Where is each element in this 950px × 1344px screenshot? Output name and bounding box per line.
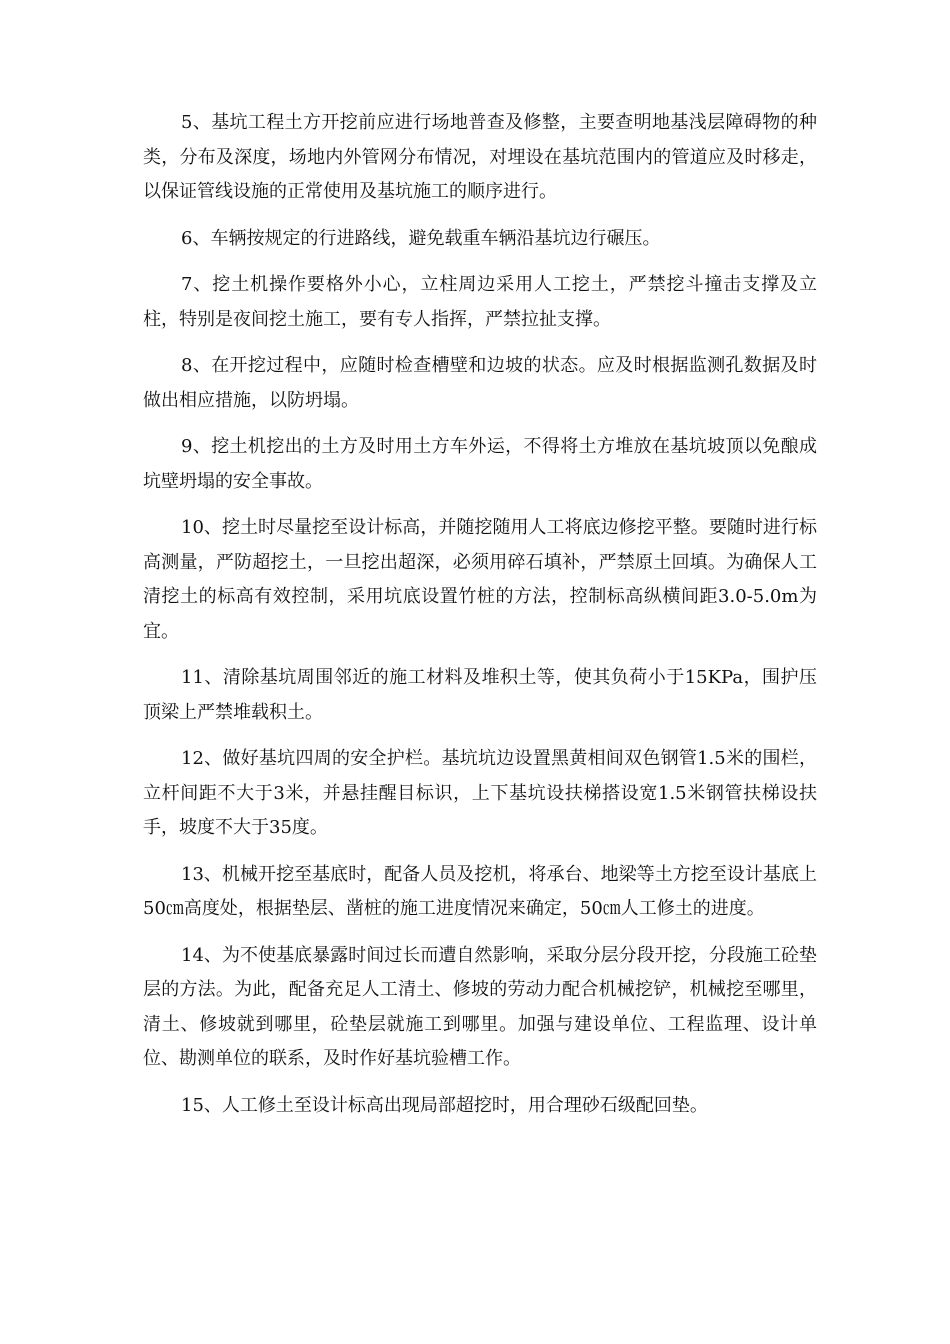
paragraph-14: 14、为不使基底暴露时间过长而遭自然影响，采取分层分段开挖，分段施工砼垫层的方法。为此，配备充足人工清土、修坡的劳动力配合机械挖铲，机械挖至哪里，清土、修坡就到哪里，砼垫层就施工到哪里。加强与建设单位、工程监理、设计单位、勘测单位的联系，及时作好基坑验槽工作。 (143, 944, 817, 1069)
document-body (143, 106, 817, 1135)
paragraph-13: 13、机械开挖至基底时，配备人员及挖机，将承台、地梁等土方挖至设计基底上50㎝高度处，根据垫层、凿桩的施工进度情况来确定，50㎝人工修土的进度。 (143, 863, 817, 919)
paragraph-8: 8、在开挖过程中，应随时检查槽壁和边坡的状态。应及时根据监测孔数据及时做出相应措施，以防坍塌。 (143, 355, 817, 411)
paragraph-9: 9、挖土机挖出的土方及时用土方车外运，不得将土方堆放在基坑坡顶以免酿成坑壁坍塌的安全事故。 (143, 436, 817, 492)
paragraph-11: 11、清除基坑周围邻近的施工材料及堆积土等，使其负荷小于15KPa，围护压顶梁上严禁堆载积土。 (143, 667, 817, 723)
paragraph-5: 5、基坑工程土方开挖前应进行场地普查及修整，主要查明地基浅层障碍物的种类，分布及深度，场地内外管网分布情况，对埋设在基坑范围内的管道应及时移走，以保证管线设施的正常使用及基坑施工的顺序进行。 (143, 112, 817, 202)
paragraph-10: 10、挖土时尽量挖至设计标高，并随挖随用人工将底边修挖平整。要随时进行标高测量，严防超挖土，一旦挖出超深，必须用碎石填补，严禁原土回填。为确保人工清挖土的标高有效控制，采用坑底设置竹桩的方法，控制标高纵横间距3.0-5.0m为宜。 (143, 517, 817, 642)
paragraph-6: 6、车辆按规定的行进路线，避免载重车辆沿基坑边行碾压。 (181, 227, 661, 249)
paragraph-7: 7、挖土机操作要格外小心，立柱周边采用人工挖土，严禁挖斗撞击支撑及立柱，特别是夜间挖土施工，要有专人指挥，严禁拉扯支撑。 (143, 274, 817, 330)
paragraph-15: 15、人工修土至设计标高出现局部超挖时，用合理砂石级配回垫。 (181, 1094, 708, 1116)
paragraph-12: 12、做好基坑四周的安全护栏。基坑坑边设置黑黄相间双色钢管1.5米的围栏，立杆间距不大于3米，并悬挂醒目标识，上下基坑设扶梯搭设宽1.5米钢管扶梯设扶手，坡度不大于35度。 (143, 748, 817, 838)
